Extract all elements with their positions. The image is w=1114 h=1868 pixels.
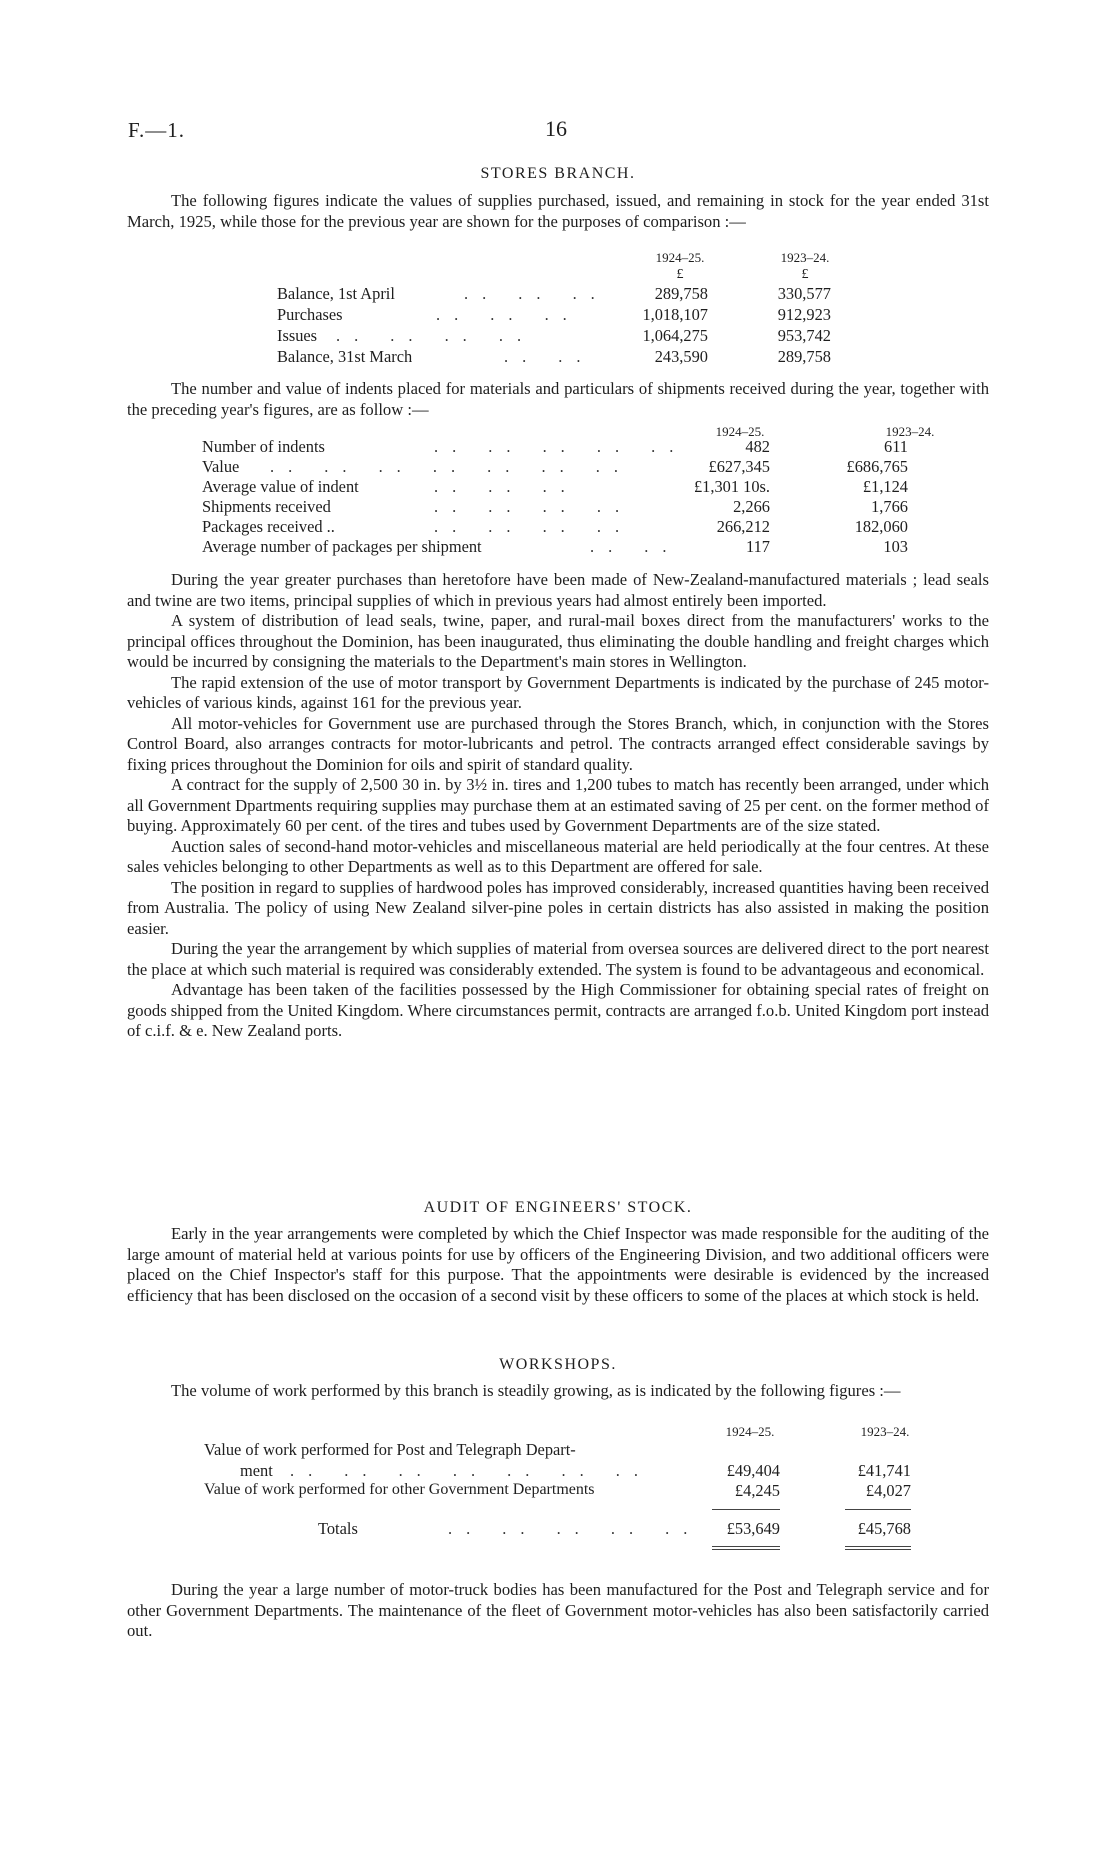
page-number: 16	[545, 116, 567, 141]
stores-col2-year: 1923–24.	[780, 250, 830, 265]
stores-intro-paragraph: The following figures indicate the values of supplies purchased, issued, and remaining in stock for the year ended 31st March, 1925, while those for the previous year are shown for the purposes of comparison :—	[127, 191, 989, 231]
total-double-rule	[712, 1546, 780, 1547]
workshops-col1-year: 1924–25.	[725, 1424, 775, 1439]
stores-branch-heading: STORES BRANCH.	[480, 165, 636, 182]
workshops-col2-year: 1923–24.	[860, 1424, 910, 1439]
value-1924: 117	[746, 537, 770, 556]
leader-dots: .. ..	[504, 347, 595, 366]
total-double-rule	[845, 1549, 911, 1550]
value-1924: 482	[745, 437, 770, 456]
paragraph: During the year greater purchases than heretofore have been made of New-Zealand-manufactured materials ; lead seals and twine are two items, principal supplies of which in previous years had almost entirely been imported.	[127, 570, 989, 610]
row-label: Purchases	[277, 305, 343, 324]
paragraph: A contract for the supply of 2,500 30 in. by 3½ in. tires and 1,200 tubes to match has recently been arranged, under which all Government Dpartments requiring supplies may purchase them at an estimated saving of 25 per cent. on the former method of buying. Approximately 60 per cent. of the tires and tubes used by Government Departments are of the size stated.	[127, 775, 989, 835]
leader-dots: .. ..	[590, 537, 681, 556]
totals-label: Totals	[318, 1519, 358, 1538]
value-1924: £1,301 10s.	[693, 477, 770, 496]
value-1923: 330,577	[777, 284, 831, 303]
indents-col1-year: 1924–25.	[715, 424, 765, 439]
row-label: Issues	[277, 326, 318, 345]
value-1924: 266,212	[716, 517, 770, 536]
leader-dots: .. .. .. ..	[336, 326, 536, 345]
value-1924: 243,590	[654, 347, 708, 366]
row-label: Balance, 31st March	[277, 347, 413, 366]
indents-intro-paragraph: The number and value of indents placed for materials and particulars of shipments received during the year, together with the preceding year's figures, are as follow :—	[127, 379, 989, 419]
paragraph: Auction sales of second-hand motor-vehicles and miscellaneous material are held periodically at the four centres. At these sales vehicles belonging to other Departments as well as to this Department are offered for sale.	[127, 836, 989, 876]
paragraph: All motor-vehicles for Government use are purchased through the Stores Branch, which, in conjunction with the Stores Control Board, also arranges contracts for motor-lubricants and petrol. The contracts arranged effect considerable savings by fixing prices throughout the Dominion for oils and spirit of standard quality.	[127, 713, 989, 774]
stores-col2-unit: £	[801, 267, 809, 282]
row-label: Value of work performed for other Government Departments	[204, 1481, 595, 1498]
subtotal-rule	[845, 1509, 911, 1510]
value-1923: 1,766	[871, 497, 908, 516]
audit-paragraph: Early in the year arrangements were completed by which the Chief Inspector was made responsible for the auditing of the large amount of material held at various points for use by officers of the Engineering Division, and two additional officers were placed on the Chief Inspector's staff for this purpose. That the appointments were desirable is evidenced by the increased efficiency that has been disclosed on the occasion of a second visit by these officers to some of the places at which stock is held.	[127, 1224, 989, 1305]
paragraph: During the year the arrangement by which supplies of material from oversea sources are delivered direct to the port nearest the place at which such material is required was considerably extended. The system is found to be advantageous and economical.	[127, 939, 989, 979]
row-label: Balance, 1st April	[277, 284, 395, 303]
value-1923: 912,923	[777, 305, 831, 324]
leader-dots: .. .. .. ..	[434, 497, 634, 516]
leader-dots: .. .. .. .. .. .. ..	[290, 1461, 652, 1480]
leader-dots: .. .. .. .. .. .. ..	[270, 457, 632, 476]
leader-dots: .. .. .. .. ..	[434, 437, 688, 456]
paragraph: The rapid extension of the use of motor transport by Government Departments is indicated by the purchase of 245 motor-vehicles of various kinds, against 161 for the previous year.	[127, 672, 989, 712]
leader-dots: .. .. ..	[434, 477, 579, 496]
leader-dots: .. .. ..	[464, 284, 609, 303]
leader-dots: .. .. ..	[436, 305, 581, 324]
stores-col1-year: 1924–25.	[655, 250, 705, 265]
row-label: Number of indents	[202, 437, 325, 456]
document-reference: F.—1.	[128, 118, 185, 142]
row-label: Average number of packages per shipment	[202, 537, 482, 556]
subtotal-rule	[712, 1509, 780, 1510]
audit-heading: AUDIT OF ENGINEERS' STOCK.	[423, 1199, 693, 1216]
value-1923: 103	[883, 537, 908, 556]
value-1924: 1,018,107	[642, 305, 708, 324]
leader-dots: .. .. .. .. ..	[448, 1519, 702, 1538]
leader-dots: .. .. .. ..	[434, 517, 634, 536]
stores-col1-unit: £	[676, 267, 684, 282]
value-1923: £4,027	[865, 1481, 911, 1500]
total-double-rule	[712, 1549, 780, 1550]
value-1924: 289,758	[654, 284, 708, 303]
value-1924: £627,345	[708, 457, 770, 476]
value-1923: 182,060	[854, 517, 908, 536]
value-1923: £686,765	[846, 457, 908, 476]
value-1923: 953,742	[777, 326, 831, 345]
value-1924: 1,064,275	[642, 326, 708, 345]
row-label: Value of work performed for Post and Telegraph Depart-	[204, 1440, 576, 1459]
row-label-continued: ment	[240, 1461, 273, 1480]
paragraph: The position in regard to supplies of hardwood poles has improved considerably, increased quantities having been received from Australia. The policy of using New Zealand silver-pine poles in certain districts has also assisted in making the position easier.	[127, 877, 989, 938]
value-1924: £49,404	[726, 1461, 780, 1480]
total-double-rule	[845, 1546, 911, 1547]
value-1923: £1,124	[862, 477, 908, 496]
value-1923: 289,758	[777, 347, 831, 366]
row-label: Packages received ..	[202, 517, 335, 536]
value-1924: £4,245	[734, 1481, 780, 1500]
workshops-paragraph: During the year a large number of motor-truck bodies has been manufactured for the Post and Telegraph service and for other Government Departments. The maintenance of the fleet of Government motor-vehicles has also been satisfactorily carried out.	[127, 1580, 989, 1640]
row-label: Average value of indent	[202, 477, 359, 496]
indents-col2-year: 1923–24.	[885, 424, 935, 439]
value-1923: 611	[884, 437, 908, 456]
row-label: Shipments received	[202, 497, 331, 516]
total-1923: £45,768	[857, 1519, 911, 1538]
paragraph: Advantage has been taken of the facilities possessed by the High Commissioner for obtaining special rates of freight on goods shipped from the United Kingdom. Where circumstances permit, contracts are arranged f.o.b. United Kingdom port instead of c.i.f. & e. New Zealand ports.	[127, 980, 989, 1040]
stores-body	[127, 570, 989, 1042]
paragraph: A system of distribution of lead seals, twine, paper, and rural-mail boxes direct from the manufacturers' works to the principal offices throughout the Dominion, has been inaugurated, thus eliminating the double handling and freight charges which would be incurred by consigning the materials to the Department's main stores in Wellington.	[127, 611, 989, 671]
value-1923: £41,741	[857, 1461, 911, 1480]
workshops-intro-paragraph: The volume of work performed by this branch is steadily growing, as is indicated by the following figures :—	[171, 1381, 901, 1400]
value-1924: 2,266	[733, 497, 770, 516]
row-label: Value	[202, 457, 240, 476]
workshops-heading: WORKSHOPS.	[499, 1356, 617, 1373]
total-1924: £53,649	[726, 1519, 780, 1538]
